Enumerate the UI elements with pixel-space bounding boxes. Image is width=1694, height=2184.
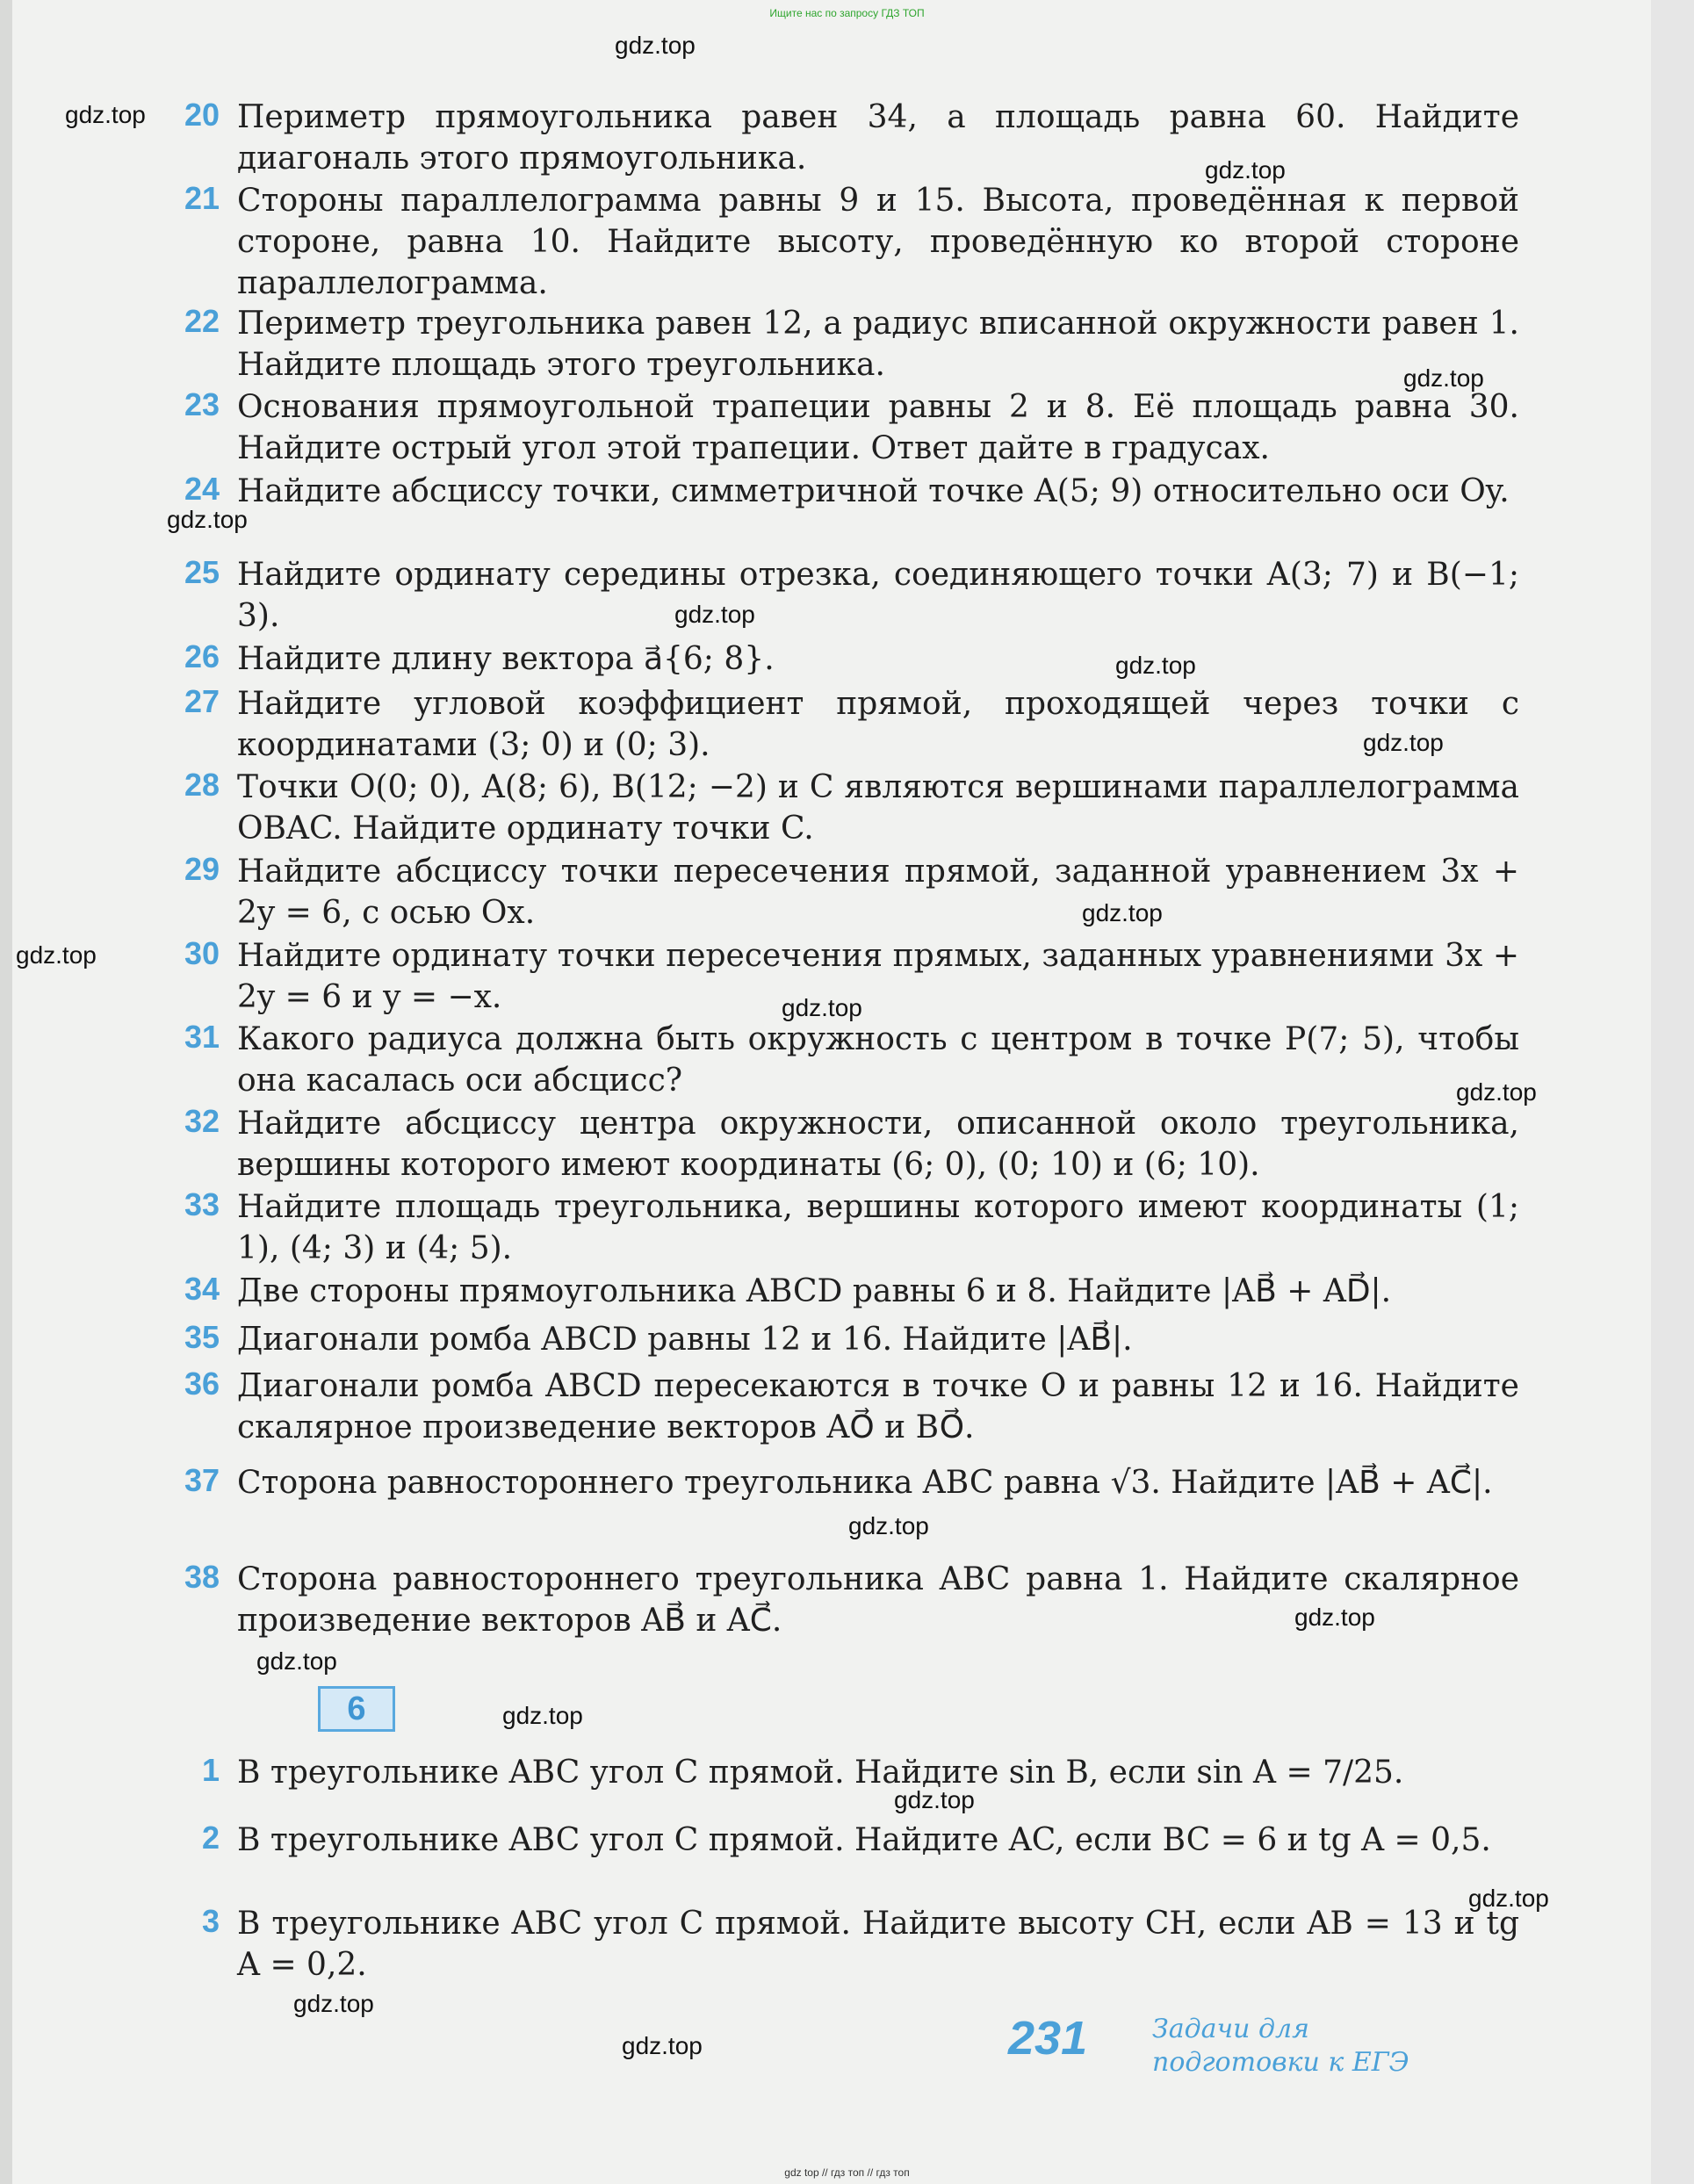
problem-text: Сторона равностороннего треугольника ABC равна √3. Найдите |AB⃗ + AC⃗|. bbox=[237, 1465, 1493, 1501]
problem-number: 22 bbox=[184, 303, 220, 339]
problem-text: Две стороны прямоугольника ABCD равны 6 и 8. Найдите |AB⃗ + AD⃗|. bbox=[237, 1273, 1392, 1309]
problem-number: 28 bbox=[184, 767, 220, 803]
problem-26 bbox=[184, 638, 1519, 680]
problem-text: Основания прямоугольной трапеции равны 2 и 8. Её площадь равна 30. Найдите острый угол этой трапеции. Ответ дайте в градусах. bbox=[237, 389, 1519, 466]
problem-number: 21 bbox=[184, 180, 220, 216]
problem-text: Стороны параллелограмма равны 9 и 15. Высота, проведённая к первой стороне, равна 10. Найдите высоту, проведённую ко второй стороне параллелограмма. bbox=[237, 183, 1519, 301]
watermark: gdz.top bbox=[1468, 1885, 1549, 1912]
watermark: gdz.top bbox=[16, 941, 97, 969]
problem-text: В треугольнике ABC угол C прямой. Найдите sin B, если sin A = 7/25. bbox=[237, 1755, 1404, 1791]
watermark: gdz.top bbox=[1456, 1078, 1537, 1106]
watermark: gdz.top bbox=[1403, 364, 1484, 392]
problem-number: 36 bbox=[184, 1366, 220, 1402]
watermark: gdz.top bbox=[167, 506, 248, 533]
problem-number: 35 bbox=[184, 1319, 220, 1355]
problem-21 bbox=[184, 180, 1519, 304]
problem-33 bbox=[184, 1186, 1519, 1269]
problem-22 bbox=[184, 303, 1519, 386]
watermark: gdz.top bbox=[615, 32, 696, 59]
problem-text: Найдите абсциссу точки, симметричной точке A(5; 9) относительно оси Oy. bbox=[237, 473, 1510, 509]
watermark: gdz.top bbox=[1294, 1604, 1375, 1631]
problem-text: Найдите длину вектора a⃗{6; 8}. bbox=[237, 641, 775, 677]
footer-title-line-2: подготовки к ЕГЭ bbox=[1152, 2047, 1409, 2078]
problem-text: Найдите абсциссу центра окружности, описанной около треугольника, вершины которого имеют координаты (6; 0), (0; 10) и (6; 10). bbox=[237, 1106, 1519, 1183]
problem-number: 2 bbox=[201, 1820, 220, 1856]
page-right-margin bbox=[1651, 0, 1694, 2184]
problem-text: Точки O(0; 0), A(8; 6), B(12; −2) и C являются вершинами параллелограмма OBAC. Найдите ординату точки C. bbox=[237, 769, 1519, 847]
problem-number: 30 bbox=[184, 935, 220, 971]
footer-title-line-1: Задачи для bbox=[1152, 2014, 1309, 2044]
problem-28 bbox=[184, 767, 1519, 849]
watermark: gdz.top bbox=[894, 1786, 975, 1813]
watermark: gdz.top bbox=[848, 1512, 929, 1539]
problem-29 bbox=[184, 851, 1519, 933]
watermark: gdz.top bbox=[674, 601, 755, 628]
watermark: gdz.top bbox=[1082, 899, 1163, 926]
problem-23 bbox=[184, 386, 1519, 469]
problem-number: 25 bbox=[184, 554, 220, 590]
problem-number: 3 bbox=[201, 1903, 220, 1939]
section-problem-2 bbox=[201, 1820, 1519, 1861]
bottom-note: gdz top // гдз топ // гдз топ bbox=[784, 2166, 910, 2179]
problem-20 bbox=[184, 97, 1519, 179]
problem-37 bbox=[184, 1462, 1519, 1503]
watermark: gdz.top bbox=[1115, 652, 1196, 679]
section-problem-3 bbox=[201, 1903, 1519, 1986]
problem-27 bbox=[184, 683, 1519, 766]
problem-text: Найдите ординату точки пересечения прямых, заданных уравнениями 3x + 2y = 6 и y = −x. bbox=[237, 938, 1519, 1015]
watermark: gdz.top bbox=[256, 1647, 337, 1675]
problem-number: 23 bbox=[184, 386, 220, 422]
watermark: gdz.top bbox=[622, 2032, 703, 2059]
section-number-badge: 6 bbox=[318, 1686, 395, 1732]
problem-number: 33 bbox=[184, 1186, 220, 1222]
page-left-shadow bbox=[0, 0, 12, 2184]
problem-number: 31 bbox=[184, 1019, 220, 1055]
problem-number: 29 bbox=[184, 851, 220, 887]
watermark: gdz.top bbox=[782, 994, 862, 1021]
problem-30 bbox=[184, 935, 1519, 1018]
watermark: gdz.top bbox=[1363, 729, 1444, 756]
problem-text: Диагонали ромба ABCD пересекаются в точке O и равны 12 и 16. Найдите скалярное произведение векторов AO⃗ и BO⃗. bbox=[237, 1368, 1519, 1445]
problem-text: Периметр треугольника равен 12, а радиус вписанной окружности равен 1. Найдите площадь этого треугольника. bbox=[237, 306, 1519, 383]
problem-number: 37 bbox=[184, 1462, 220, 1498]
top-note: Ищите нас по запросу ГДЗ ТОП bbox=[769, 7, 925, 19]
problem-text: Найдите ординату середины отрезка, соединяющего точки A(3; 7) и B(−1; 3). bbox=[237, 557, 1519, 634]
section-problem-1 bbox=[201, 1752, 1519, 1793]
problem-number: 27 bbox=[184, 683, 220, 719]
problem-25 bbox=[184, 554, 1519, 637]
problem-text: Какого радиуса должна быть окружность с центром в точке P(7; 5), чтобы она касалась оси абсцисс? bbox=[237, 1021, 1519, 1099]
problem-number: 26 bbox=[184, 638, 220, 674]
problem-24 bbox=[184, 471, 1519, 512]
problem-number: 38 bbox=[184, 1559, 220, 1595]
problem-34 bbox=[184, 1271, 1519, 1312]
watermark: gdz.top bbox=[502, 1702, 583, 1729]
problem-36 bbox=[184, 1366, 1519, 1448]
problem-number: 1 bbox=[201, 1752, 220, 1788]
problem-number: 20 bbox=[184, 97, 220, 133]
footer-section-title bbox=[1152, 2013, 1468, 2079]
watermark: gdz.top bbox=[293, 1990, 374, 2017]
problem-text: Найдите угловой коэффициент прямой, проходящей через точки с координатами (3; 0) и (0; 3). bbox=[237, 686, 1519, 763]
problem-31 bbox=[184, 1019, 1519, 1101]
problem-35 bbox=[184, 1319, 1519, 1360]
problem-number: 32 bbox=[184, 1103, 220, 1139]
problem-32 bbox=[184, 1103, 1519, 1186]
problem-text: Найдите площадь треугольника, вершины которого имеют координаты (1; 1), (4; 3) и (4; 5). bbox=[237, 1189, 1519, 1266]
problem-text: Диагонали ромба ABCD равны 12 и 16. Найдите |AB⃗|. bbox=[237, 1322, 1133, 1358]
watermark: gdz.top bbox=[65, 101, 146, 128]
problem-text: Сторона равностороннего треугольника ABC равна 1. Найдите скалярное произведение векторов AB⃗ и AC⃗. bbox=[237, 1561, 1519, 1639]
problem-text: В треугольнике ABC угол C прямой. Найдите AC, если BC = 6 и tg A = 0,5. bbox=[237, 1822, 1491, 1858]
problem-text: В треугольнике ABC угол C прямой. Найдите высоту CH, если AB = 13 и tg A = 0,2. bbox=[237, 1906, 1519, 1983]
problem-number: 24 bbox=[184, 471, 220, 507]
problem-text: Периметр прямоугольника равен 34, а площадь равна 60. Найдите диагональ этого прямоугольника. bbox=[237, 99, 1519, 177]
watermark: gdz.top bbox=[1205, 156, 1286, 184]
page-number: 231 bbox=[1008, 2012, 1088, 2065]
problem-number: 34 bbox=[184, 1271, 220, 1307]
problem-text: Найдите абсциссу точки пересечения прямой, заданной уравнением 3x + 2y = 6, с осью Ox. bbox=[237, 854, 1519, 931]
